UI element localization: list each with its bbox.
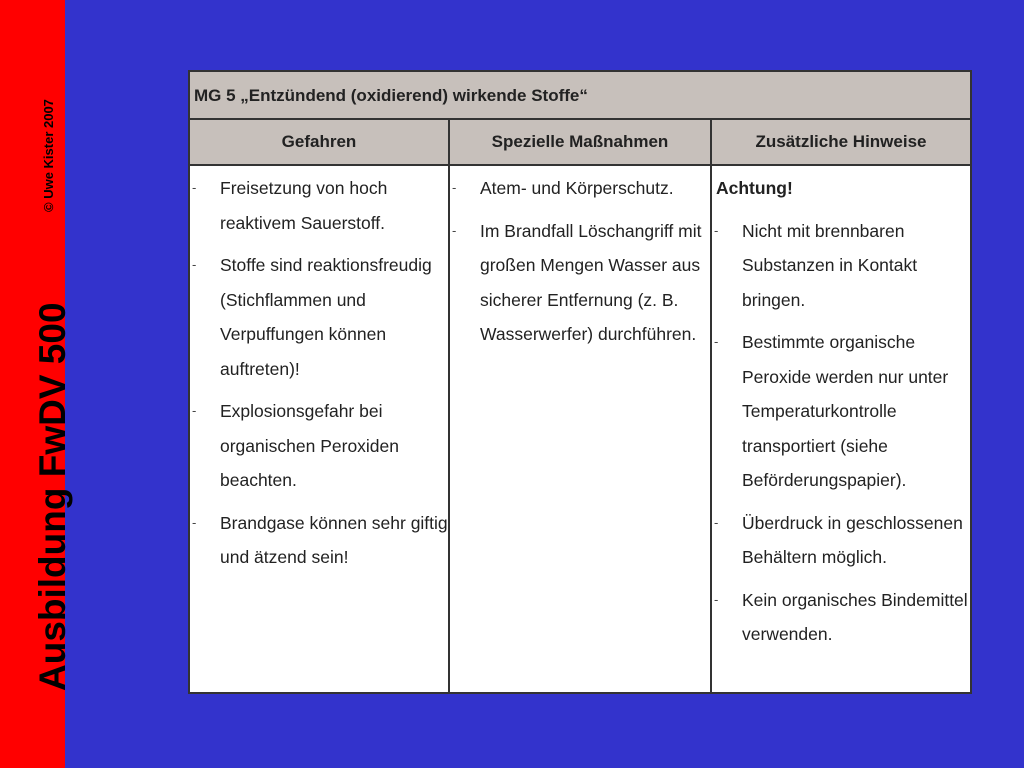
bullet-dash: - bbox=[714, 514, 719, 530]
column-gefahren bbox=[190, 166, 448, 692]
list-item bbox=[712, 214, 970, 318]
copyright-label: © Uwe Kister 2007 bbox=[41, 99, 56, 212]
list-item bbox=[190, 394, 448, 498]
item-text: Atem- und Körperschutz. bbox=[480, 178, 674, 198]
bullet-dash: - bbox=[714, 334, 719, 349]
bullet-dash: - bbox=[192, 257, 197, 272]
item-text: Freisetzung von hoch reaktivem Sauerstoff. bbox=[220, 178, 388, 233]
list-item bbox=[712, 583, 970, 652]
item-text: Überdruck in geschlossenen Behältern möglich. bbox=[742, 512, 963, 567]
table-header-row bbox=[190, 120, 970, 166]
item-text: Brandgase können sehr giftig und ätzend sein! bbox=[220, 512, 448, 567]
sidebar bbox=[0, 0, 73, 768]
table-title: MG 5 „Entzündend (oxidierend) wirkende Stoffe“ bbox=[190, 72, 970, 120]
hazard-table bbox=[188, 70, 972, 694]
achtung-heading: Achtung! bbox=[716, 178, 793, 198]
bullet-dash: - bbox=[452, 222, 457, 238]
list-item bbox=[190, 171, 448, 240]
bullet-dash: - bbox=[714, 222, 719, 238]
bullet-dash: - bbox=[192, 403, 197, 418]
list-item bbox=[712, 506, 970, 575]
header-gefahren: Gefahren bbox=[281, 132, 357, 151]
item-text: Explosionsgefahr bei organischen Peroxiden beachten. bbox=[220, 401, 400, 490]
list-item bbox=[190, 506, 448, 575]
column-massnahmen bbox=[450, 166, 710, 692]
list-item bbox=[190, 248, 448, 386]
item-text: Im Brandfall Löschangriff mit großen Mengen Wasser aus sicherer Entfernung (z. B. Wasserwerfer) durchführen. bbox=[480, 220, 702, 344]
bullet-dash: - bbox=[192, 180, 197, 195]
item-text: Bestimmte organische Peroxide werden nur unter Temperaturkontrolle transportiert (siehe Beförderungspapier). bbox=[742, 332, 949, 490]
bullet-dash: - bbox=[452, 180, 457, 195]
item-text: Kein organisches Bindemittel verwenden. bbox=[742, 589, 968, 644]
list-item bbox=[450, 171, 710, 206]
sidebar-title: Ausbildung FwDV 500 bbox=[32, 302, 73, 691]
header-hinweise: Zusätzliche Hinweise bbox=[755, 132, 927, 151]
item-text: Stoffe sind reaktionsfreudig (Stichflammen und Verpuffungen können auftreten)! bbox=[220, 255, 432, 379]
bullet-dash: - bbox=[192, 514, 197, 530]
list-item bbox=[712, 325, 970, 498]
column-hinweise bbox=[712, 166, 970, 692]
item-text: Nicht mit brennbaren Substanzen in Kontakt bringen. bbox=[742, 220, 918, 310]
list-item bbox=[450, 214, 710, 352]
bullet-dash: - bbox=[714, 591, 719, 607]
header-massnahmen: Spezielle Maßnahmen bbox=[491, 132, 669, 151]
